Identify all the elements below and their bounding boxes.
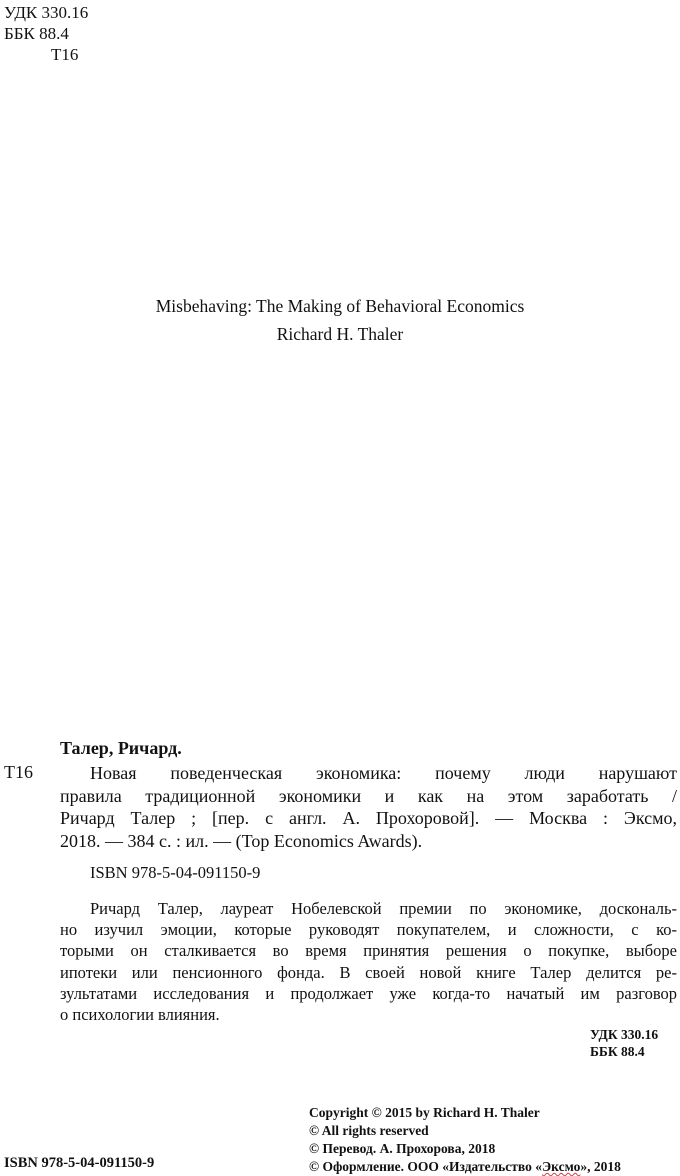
copyright-line: © Перевод. А. Прохорова, 2018	[309, 1141, 496, 1156]
copyright-block	[309, 1104, 621, 1176]
original-title: Misbehaving: The Making of Behavioral Economics	[155, 296, 525, 316]
design-prefix: © Оформление. ООО «Издательство «	[309, 1159, 542, 1174]
bibliographic-description	[60, 762, 677, 852]
original-edition-block	[0, 292, 680, 348]
annotation-line: но изучил эмоции, которые руководят покупателем, и сложности, с ко-	[60, 920, 677, 940]
classification-codes-top	[4, 2, 88, 65]
publisher-name: Эксмо	[542, 1159, 581, 1174]
annotation-line: о психологии влияния.	[60, 1005, 220, 1025]
copyright-line: © All rights reserved	[309, 1123, 429, 1138]
description-line: Ричард Талер ; [пер. с англ. А. Прохоровой]. — Москва : Эксмо,	[60, 808, 677, 828]
author-mark: Т16	[51, 45, 79, 64]
annotation-line: торыми он сталкивается во время принятия решения о покупке, выборе	[60, 941, 677, 961]
bbk-code: ББК 88.4	[4, 24, 69, 43]
original-author: Richard H. Thaler	[276, 324, 404, 344]
udk-code-bottom: УДК 330.16	[590, 1027, 659, 1042]
description-line: Новая поведенческая экономика: почему люди нарушают	[90, 763, 677, 783]
description-line: 2018. — 384 с. : ил. — (Top Economics Awards).	[60, 830, 423, 851]
record-author-heading: Талер, Ричард.	[60, 738, 182, 758]
record-author-mark: Т16	[4, 762, 33, 782]
design-copyright-line	[309, 1158, 621, 1176]
annotation-line: Ричард Талер, лауреат Нобелевской премии по экономике, доскональ-	[90, 899, 677, 918]
annotation-line: зультатами исследования и продолжает уже когда-то начатый им разговор	[60, 983, 677, 1003]
udk-code: УДК 330.16	[4, 3, 89, 22]
bbk-code-bottom: ББК 88.4	[590, 1044, 645, 1059]
design-suffix: », 2018	[580, 1159, 621, 1174]
record-isbn: ISBN 978-5-04-091150-9	[90, 863, 261, 882]
description-line: правила традиционной экономики и как на этом заработать /	[60, 785, 677, 806]
classification-codes-bottom	[590, 1026, 658, 1060]
footer-isbn: ISBN 978-5-04-091150-9	[4, 1155, 155, 1171]
copyright-line: Copyright © 2015 by Richard H. Thaler	[309, 1105, 540, 1120]
annotation	[60, 898, 677, 1025]
annotation-line: ипотеки или пенсионного фонда. В своей новой книге Талер делится ре-	[60, 962, 677, 982]
